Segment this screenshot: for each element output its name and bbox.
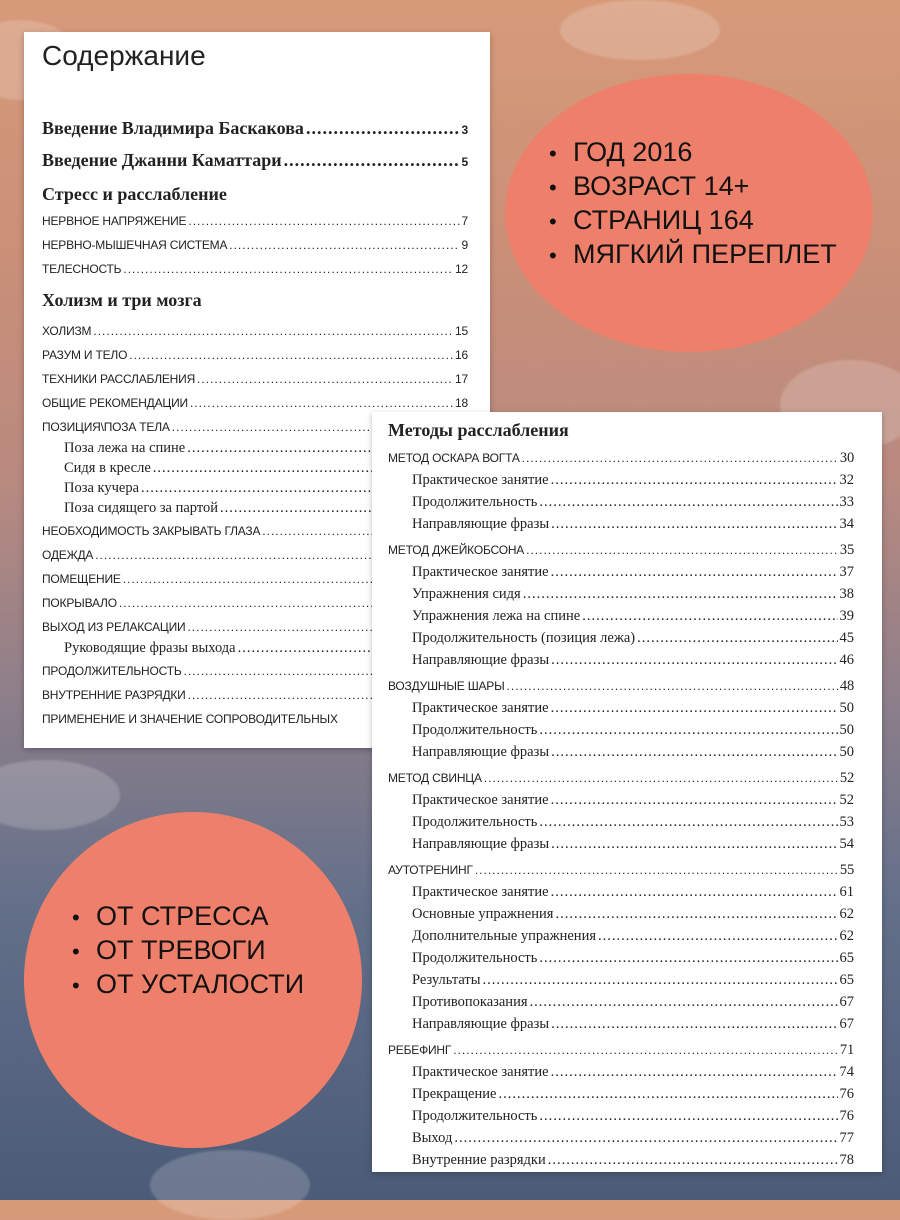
toc-subitem: Поза кучера .....	[64, 480, 490, 497]
toc-item: МЕТОД СВИНЦА ..... 52	[388, 770, 854, 787]
toc-subitem: Практическое занятие ..... 52	[412, 792, 854, 809]
toc-item: ХОЛИЗМ ..... 15	[42, 324, 468, 338]
toc-item: МЕТОД ДЖЕЙКОБСОНА ..... 35	[388, 542, 854, 559]
benefit-stress: • ОТ СТРЕССА	[72, 900, 304, 934]
toc-subitem: Упражнения лежа на спине ..... 39	[412, 608, 854, 625]
toc-item: ПРИМЕНЕНИЕ И ЗНАЧЕНИЕ СОПРОВОДИТЕЛЬНЫХ	[42, 712, 338, 726]
toc-subitem: Поза лежа на спине .....	[64, 440, 490, 457]
toc-item: ВЫХОД ИЗ РЕЛАКСАЦИИ .....	[42, 620, 490, 634]
background-pebble	[0, 760, 120, 830]
section-heading: Методы расслабления	[388, 420, 569, 440]
toc-item: НЕРВНОЕ НАПРЯЖЕНИЕ ..... 7	[42, 214, 468, 228]
toc-subitem: Упражнения сидя ..... 38	[412, 586, 854, 603]
toc-entry-intro-baskakov: Введение Владимира Баскакова ..... 3	[42, 118, 468, 139]
toc-subitem: Направляющие фразы ..... 34	[412, 516, 854, 533]
toc-subitem: Продолжительность ..... 65	[412, 950, 854, 967]
toc-subitem: Продолжительность ..... 76	[412, 1108, 854, 1125]
toc-subitem: Основные упражнения ..... 62	[412, 906, 854, 923]
toc-subitem: Практическое занятие ..... 37	[412, 564, 854, 581]
toc-subitem: Направляющие фразы ..... 46	[412, 652, 854, 669]
benefits-badge	[24, 812, 362, 1148]
toc-subitem: Практическое занятие ..... 74	[412, 1064, 854, 1081]
toc-item: ВНУТРЕННИЕ РАЗРЯДКИ .....	[42, 688, 490, 702]
toc-subitem: Направляющие фразы ..... 50	[412, 744, 854, 761]
toc-item: ВОЗДУШНЫЕ ШАРЫ ..... 48	[388, 678, 854, 695]
contents-title: Содержание	[42, 40, 206, 71]
toc-item: ПОЗИЦИЯ\ПОЗА ТЕЛА .....	[42, 420, 490, 434]
book-facts-badge	[505, 74, 873, 352]
toc-subitem: Направляющие фразы ..... 54	[412, 836, 854, 853]
fact-pages: • СТРАНИЦ 164	[549, 204, 837, 238]
toc-item: ТЕЛЕСНОСТЬ ..... 12	[42, 262, 468, 276]
background-pebble	[150, 1150, 310, 1220]
toc-item: ОБЩИЕ РЕКОМЕНДАЦИИ ..... 18	[42, 396, 468, 410]
background-pebble	[560, 0, 720, 60]
toc-item: ПРОДОЛЖИТЕЛЬНОСТЬ .....	[42, 664, 490, 678]
toc-entry-intro-kamattari: Введение Джанни Каматтари ..... 5	[42, 150, 468, 171]
toc-item: МЕТОД ОСКАРА ВОГТА ..... 30	[388, 450, 854, 467]
toc-item: НЕОБХОДИМОСТЬ ЗАКРЫВАТЬ ГЛАЗА .....	[42, 524, 490, 538]
benefit-fatigue: • ОТ УСТАЛОСТИ	[72, 968, 304, 1002]
toc-subitem: Результаты ..... 65	[412, 972, 854, 989]
toc-item: ТЕХНИКИ РАССЛАБЛЕНИЯ ..... 17	[42, 372, 468, 386]
fact-binding: • МЯГКИЙ ПЕРЕПЛЕТ	[549, 238, 837, 272]
toc-subitem: Практическое занятие ..... 61	[412, 884, 854, 901]
toc-item: НЕРВНО-МЫШЕЧНАЯ СИСТЕМА ..... 9	[42, 238, 468, 252]
section-heading: Холизм и три мозга	[42, 290, 202, 310]
toc-subitem: Практическое занятие ..... 50	[412, 700, 854, 717]
toc-subitem: Сидя в кресле .....	[64, 460, 490, 477]
fact-age: • ВОЗРАСТ 14+	[549, 170, 837, 204]
toc-subitem: Продолжительность (позиция лежа) ..... 45	[412, 630, 854, 647]
toc-subitem: Прекращение ..... 76	[412, 1086, 854, 1103]
benefit-anxiety: • ОТ ТРЕВОГИ	[72, 934, 304, 968]
toc-subitem: Продолжительность ..... 33	[412, 494, 854, 511]
toc-subitem: Внутренние разрядки ..... 78	[412, 1152, 854, 1169]
toc-subitem: Продолжительность ..... 53	[412, 814, 854, 831]
toc-subitem: Противопоказания ..... 67	[412, 994, 854, 1011]
toc-subitem: Выход ..... 77	[412, 1130, 854, 1147]
toc-item: РАЗУМ И ТЕЛО ..... 16	[42, 348, 468, 362]
toc-subitem: Направляющие фразы ..... 67	[412, 1016, 854, 1033]
toc-item: ПОКРЫВАЛО .....	[42, 596, 490, 610]
toc-item: АУТОТРЕНИНГ ..... 55	[388, 862, 854, 879]
contents-page-2	[372, 412, 882, 1172]
toc-item: ПОМЕЩЕНИЕ .....	[42, 572, 490, 586]
toc-subitem: Продолжительность ..... 50	[412, 722, 854, 739]
toc-subitem: Поза сидящего за партой .....	[64, 500, 490, 517]
toc-subitem: Руководящие фразы выхода .....	[64, 640, 490, 657]
section-heading: Стресс и расслабление	[42, 184, 227, 204]
fact-year: • ГОД 2016	[549, 136, 837, 170]
toc-subitem: Практическое занятие ..... 32	[412, 472, 854, 489]
toc-item: РЕБЕФИНГ ..... 71	[388, 1042, 854, 1059]
toc-item: ОДЕЖДА .....	[42, 548, 490, 562]
toc-subitem: Дополнительные упражнения ..... 62	[412, 928, 854, 945]
